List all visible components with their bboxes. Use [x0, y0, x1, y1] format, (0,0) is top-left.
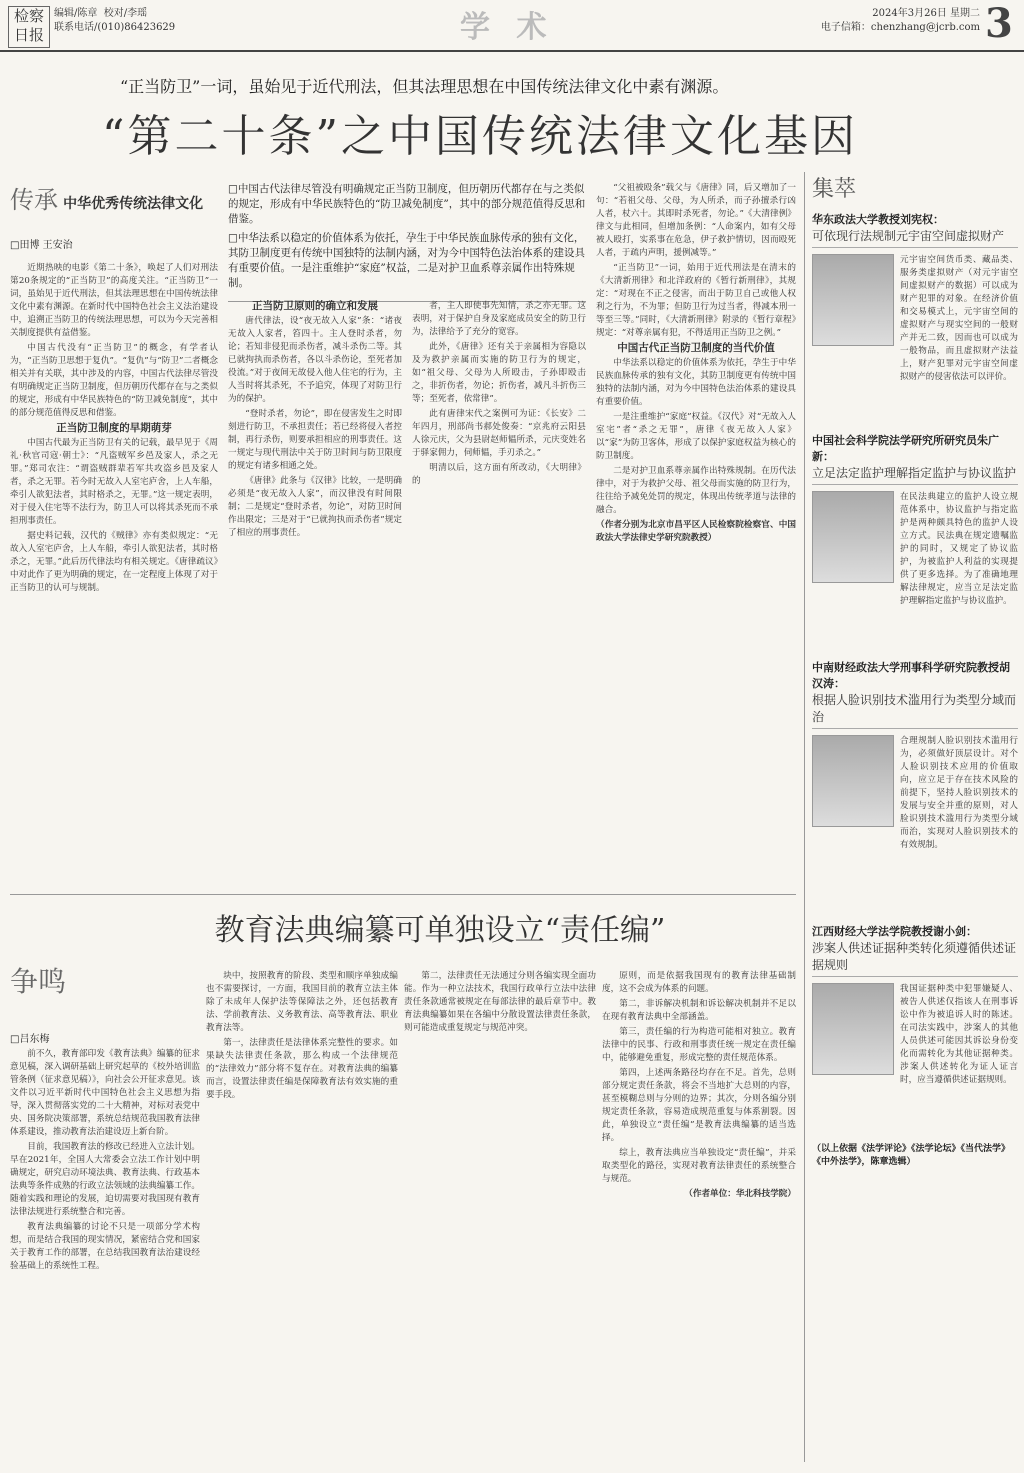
- issue-date: 2024年3月26日 星期二: [872, 8, 980, 19]
- paragraph: 第一，法律责任是法律体系完整性的要求。如果缺失法律责任条款，那么构成一个法律规范的“法律效力”部分将不复存在。对教育法典的编纂而言，设置法律责任编是保障教育法有效实施的重要手段。: [206, 1038, 398, 1100]
- column-divider: [804, 172, 805, 1462]
- article1-col3: [412, 300, 586, 885]
- author-note: （作者分别为北京市昌平区人民检察院检察官、中国政法大学法律史学研究院教授）: [596, 520, 796, 543]
- paragraph: 第三，责任编的行为构造可能相对独立。教育法律中的民事、行政和刑事责任统一规定在责任编中，能够避免重复，形成完整的责任规范体系。: [602, 1027, 796, 1063]
- sidebar: [812, 172, 1018, 1167]
- article2-byline: □吕东梅: [10, 1034, 50, 1045]
- author-photo: [812, 735, 894, 827]
- paragraph: 《唐律》此条与《汉律》比较，一是明确必须是“夜无故入人家”，而汉律没有时间限制；二是规定“登时杀者，勿论”，对防卫时间作出限定；三是对于“已就拘执而杀伤者”规定了相应的刑事责任。: [228, 476, 402, 538]
- paragraph: 教育法典编纂的讨论不只是一项部分学术构想，而是结合我国的现实情况，紧密结合党和国家关于教育工作的部署，在总结我国教育法治建设经验基础上的系统性工程。: [10, 1222, 200, 1271]
- sidebar-item-author: 中南财经政法大学刑事科学研究院教授胡汉涛：: [812, 661, 1010, 690]
- author-photo: [812, 491, 894, 583]
- paragraph: 近期热映的电影《第二十条》，唤起了人们对刑法第20条规定的“正当防卫”的高度关注。“正当防卫”一词，虽始见于近代刑法，但其法理思想在中国传统法律文化中素有渊源。在新时代中国特色社会主义法治建设中，追溯正当防卫的传统法理思想，可以为今天完善相关制度提供有益借鉴。: [10, 263, 218, 338]
- intro-paragraph: □中华法系以稳定的价值体系为依托，孕生于中华民族血脉传承的独有文化，其防卫制度更有传统中国独特的法制内涵，对为今中国特色法治体系的建设具有重要价值。一是注重维护“家庭”权益，二是对护卫血系尊亲属作出特殊规制。: [228, 232, 585, 289]
- sidebar-item-title: 立足法定监护理解指定监护与协议监护: [812, 464, 1018, 485]
- paragraph: 明清以后，这方面有所改动，《大明律》的: [412, 463, 586, 486]
- article1-col2: [228, 300, 402, 885]
- sidebar-item-author: 华东政法大学教授刘宪权：: [812, 213, 944, 226]
- masthead-rule: [0, 50, 1024, 52]
- article2-col2: [206, 970, 398, 1460]
- article1-byline: □田博 王安治: [10, 240, 73, 251]
- sidebar-item-text: 元宇宙空间货币类、藏品类、服务类虚拟财产（对元宇宙空间虚拟财产的数据）可以成为财产犯罪的对象。在经济价值和交易模式上，元宇宙空间的虚拟财产与现实空间的一般财产并无二致，因而也可以成为一般物品，而且虚拟财产法益上，财产犯罪对元宇宙空间虚拟财产的侵害依法可以评价。: [900, 255, 1018, 382]
- article2-headline: 教育法典编纂可单独设立“责任编”: [214, 913, 666, 948]
- paragraph: 据史料记载，汉代的《贼律》亦有类似规定：“无故入人室宅庐舍，上人车船，牵引人欲犯法者，其时格杀之，无罪。”此后历代律法均有相关规定。《唐律疏议》中对此作了更为明确的规定，在一定程度上体现了对于正当防卫的认可与规制。: [10, 531, 218, 593]
- article2-col4: [602, 970, 796, 1460]
- paragraph: 此有唐律宋代之案例可为证：《长安》二年四月，刑部尚书郝处俊奏：“京兆府云阳县人徐元庆，父为县尉赵师韫所杀，元庆变姓名于驿家佣力，伺师韫，手刃杀之。”: [412, 409, 586, 458]
- article1-col4: [596, 182, 796, 887]
- sidebar-item-title: 可依现行法规制元宇宙空间虚拟财产: [812, 227, 1018, 248]
- sidebar-item-author: 江西财经大学法学院教授谢小剑：: [812, 925, 977, 938]
- article2-column-tag: 争鸣: [10, 965, 67, 998]
- column-tag-text: 中华优秀传统法律文化: [63, 196, 204, 212]
- paragraph: 综上，教育法典应当单独设定“责任编”，并采取类型化的路径，实现对教育法律责任的系统整合与规范。: [602, 1148, 796, 1184]
- paragraph: “登时杀者，勿论”，即在侵害发生之时即刻进行防卫，不承担责任；若已经将侵入者控制，再行杀伤，则要承担相应的刑事责任。这一规定与现代刑法中关于防卫时间与防卫限度的规定有诸多相通之处。: [228, 409, 402, 471]
- subhead: 正当防卫制度的早期萌芽: [56, 422, 172, 434]
- column-tag-small: 传承: [10, 186, 58, 214]
- paragraph: 一是注重维护“家庭”权益。《汉代》对“无故入人室宅”者“杀之无罪”，唐律《夜无故入人家》以“家”为防卫客体，形成了以保护家庭权益为核心的防卫制度。: [596, 412, 796, 461]
- section-title: 学 术: [460, 10, 555, 45]
- paragraph: 第四，上述两条路径均存在不足。首先，总则部分规定责任条款，将会不当地扩大总则的内容，甚至模糊总则与分则的边界；其次，分则各编分别规定责任条款，容易造成规范重复与体系割裂。因此，单独设立“责任编”是教育法典编纂的适当选择。: [602, 1068, 796, 1143]
- editor-info: [54, 7, 175, 35]
- article2-col3: [404, 970, 596, 1460]
- paragraph: 中国古代没有“正当防卫”的概念，有学者认为，“正当防卫思想于复仇”。“复仇”与“防卫”二者概念相关并有关联，其中涉及的内容，中国古代法律尽管没有明确规定正当防卫制度，但历朝历代都存在与之类似的规定，形成有中华民族特色的“防卫减免制度”，其中的部分规范值得反思和借鉴。: [10, 343, 218, 418]
- article1-intro: [228, 182, 586, 302]
- phone-line: 联系电话/(010)86423629: [54, 22, 176, 33]
- paragraph: 第二，法律责任无法通过分则各编实现全面功能。作为一种立法技术，我国行政单行立法中法律责任条款通常被规定在每部法律的最后章节中。教育法典编纂如果在各编中分散设置法律责任条款，则可能造成重复规定与规范冲突。: [404, 971, 596, 1033]
- column-tag: [10, 180, 220, 215]
- date-info: [800, 7, 980, 35]
- sidebar-head: 集萃: [812, 177, 857, 202]
- sidebar-item-text: 合理规制人脸识别技术滥用行为，必须做好顶层设计。对个人脸识别技术应用的价值取向，应立足于存在技术风险的前提下，坚持人脸识别技术的发展与安全并重的原则，对人脸识别技术滥用行为类型分域而治，实现对人脸识别技术的有效规制。: [900, 736, 1018, 850]
- paragraph: “父祖被殴条”载父与《唐律》同，后又增加了一句：“若祖父母、父母，为人所杀，而子孙擅杀行凶人者，杖六十。其即时杀死者，勿论。”《大清律例》律文与此相同，但增加条例：“人命案内，如有父母被人殴打，实系事在危急，伊子救护情切，因而殴死人者，于疏内声明，援例减等。”: [596, 183, 796, 258]
- article1-lead: “正当防卫”一词，虽始见于近代刑法，但其法理思想在中国传统法律文化中素有渊源。: [120, 77, 729, 96]
- article1-headline: “第二十条”之中国传统法律文化基因: [102, 111, 858, 162]
- section-divider: [10, 894, 796, 895]
- paragraph: 原则，而是依据我国现有的教育法律基础制度，这不会成为体系的问题。: [602, 971, 796, 994]
- paragraph: 块中，按照教育的阶段、类型和顺序单独成编也不需要探讨，一方面，我国目前的教育立法主体除了未成年人保护法等保障法之外，还包括教育法、学前教育法、义务教育法、高等教育法、职业教育法等。: [206, 971, 398, 1033]
- sidebar-item-author: 中国社会科学院法学研究所研究员朱广新：: [812, 434, 999, 463]
- sidebar-item: [812, 432, 1018, 651]
- newspaper-logo: 检察日报: [8, 6, 50, 48]
- subhead: 中国古代正当防卫制度的当代价值: [617, 342, 775, 354]
- sidebar-source-note: （以上依据《法学评论》《法学论坛》《当代法学》《中外法学》，陈章选辑）: [812, 1144, 1011, 1167]
- article1-col1: [10, 262, 218, 882]
- subhead: 正当防卫原则的确立和发展: [252, 300, 378, 312]
- author-note: （作者单位：华北科技学院）: [684, 1189, 796, 1199]
- sidebar-item: [812, 923, 1018, 1133]
- page-number: 3: [985, 0, 1013, 47]
- paragraph: 目前，我国教育法的修改已经进入立法计划。早在2021年，全国人大常委会立法工作计划中明确规定，研究启动环境法典、教育法典、行政基本法典等条件成熟的行政立法领域的法典编纂工作。随着实践和理论的发展，迫切需要对我国现有教育法律法规进行系统整合和完善。: [10, 1142, 200, 1217]
- author-photo: [812, 254, 894, 346]
- paragraph: 中国古代最为正当防卫有关的记载，最早见于《周礼·秋官司寇·朝士》：“凡盗贼军乡邑及家人，杀之无罪。”郑司农注：“谓盗贼群辈若军共攻盗乡邑及家人者，杀之无罪。若今时无故入人室宅庐舍，上人车船，牵引人欲犯法者，其时格杀之，无罪。”这一规定表明，对于侵入住宅等不法行为，防卫人可以将其杀死而不承担刑事责任。: [10, 438, 218, 526]
- paragraph: “正当防卫”一词，始用于近代刑法是在清末的《大清新刑律》和北洋政府的《暂行新刑律》，其规定：“对现在不正之侵害，而出于防卫自己或他人权利之行为，不为罪；但防卫行为过当者，得减本刑一等至三等。”同时，《大清新刑律》附录的《暂行章程》规定：“对尊亲属有犯，不得适用正当防卫之例。”: [596, 263, 796, 338]
- paragraph: 前不久，教育部印发《教育法典》编纂的征求意见稿，深入调研基础上研究起草的《校外培训监管条例（征求意见稿）》，向社会公开征求意见。该文件以习近平新时代中国特色社会主义思想为指导，深入贯彻落实党的二十大精神，对标对表党中央、国务院决策部署，系统总结规范我国教育法律体系建设，推动教育法治建设迈上新台阶。: [10, 1049, 200, 1137]
- intro-paragraph: □中国古代法律尽管没有明确规定正当防卫制度，但历朝历代都存在与之类似的规定，形成有中华民族特色的“防卫减免制度”，其中的部分规范值得反思和借鉴。: [228, 183, 586, 225]
- sidebar-item-text: 我国证据种类中犯罪嫌疑人、被告人供述仅指该人在刑事诉讼中作为被追诉人时的陈述。在司法实践中，涉案人的其他人员供述可能因其诉讼身份变化而需转化为其他证据种类。涉案人供述转化为证人证言时，应当遵循供述证据规则。: [900, 984, 1018, 1085]
- sidebar-item: [812, 659, 1018, 915]
- email-line: 电子信箱：chenzhang@jcrb.com: [820, 22, 980, 33]
- paragraph: 中华法系以稳定的价值体系为依托，孕生于中华民族血脉传承的独有文化，其防卫制度更有传统中国独特的法制内涵，对为今中国特色法治体系的建设具有重要价值。: [596, 358, 796, 407]
- article2-col1: [10, 1048, 200, 1458]
- paragraph: 二是对护卫血系尊亲属作出特殊规制。在历代法律中，对于为救护父母、祖父母而实施的防卫行为，往往给予减免处罚的规定，体现出传统孝道与法律的融合。: [596, 466, 796, 515]
- paragraph: 第二，非诉解决机制和诉讼解决机制并不足以在现有教育法典中全部涵盖。: [602, 999, 796, 1022]
- sidebar-item-title: 涉案人供述证据种类转化须遵循供述证据规则: [812, 939, 1018, 977]
- paragraph: 唐代律法，设“夜无故入人家”条：“诸夜无故入人家者，笞四十。主人登时杀者，勿论；若知非侵犯而杀伤者，减斗杀伤二等。其已就拘执而杀伤者，各以斗杀伤论，至死者加役流。”对于夜间无故侵入他人住宅的行为，主人当时将其杀死，不予追究，体现了对防卫行为的保护。: [228, 316, 402, 404]
- editor-line: 编辑/陈章 校对/李瑶: [54, 8, 148, 19]
- sidebar-item-text: 在民法典建立的监护人设立规范体系中，协议监护与指定监护是两种颇具特色的监护人设立方式。民法典在规定遗嘱监护的同时，又规定了协议监护，为被监护人利益的实现提供了更多选择。为了准确地理解法律规定，应当立足法定监护理解指定监护与协议监护。: [900, 492, 1018, 606]
- paragraph: 此外，《唐律》还有关于亲属相为容隐以及为救护亲属而实施的防卫行为的规定，如“祖父母、父母为人所殴击，子孙即殴击之，非折伤者，勿论；折伤者，减凡斗折伤三等；至死者，依常律”。: [412, 342, 586, 404]
- paragraph: 者，主人即使事先知情，杀之亦无罪。这表明，对于保护自身及家庭成员安全的防卫行为，法律给予了充分的宽容。: [412, 301, 586, 337]
- sidebar-item-title: 根据人脸识别技术滥用行为类型分域而治: [812, 691, 1018, 729]
- author-photo: [812, 983, 894, 1075]
- sidebar-item: [812, 211, 1018, 424]
